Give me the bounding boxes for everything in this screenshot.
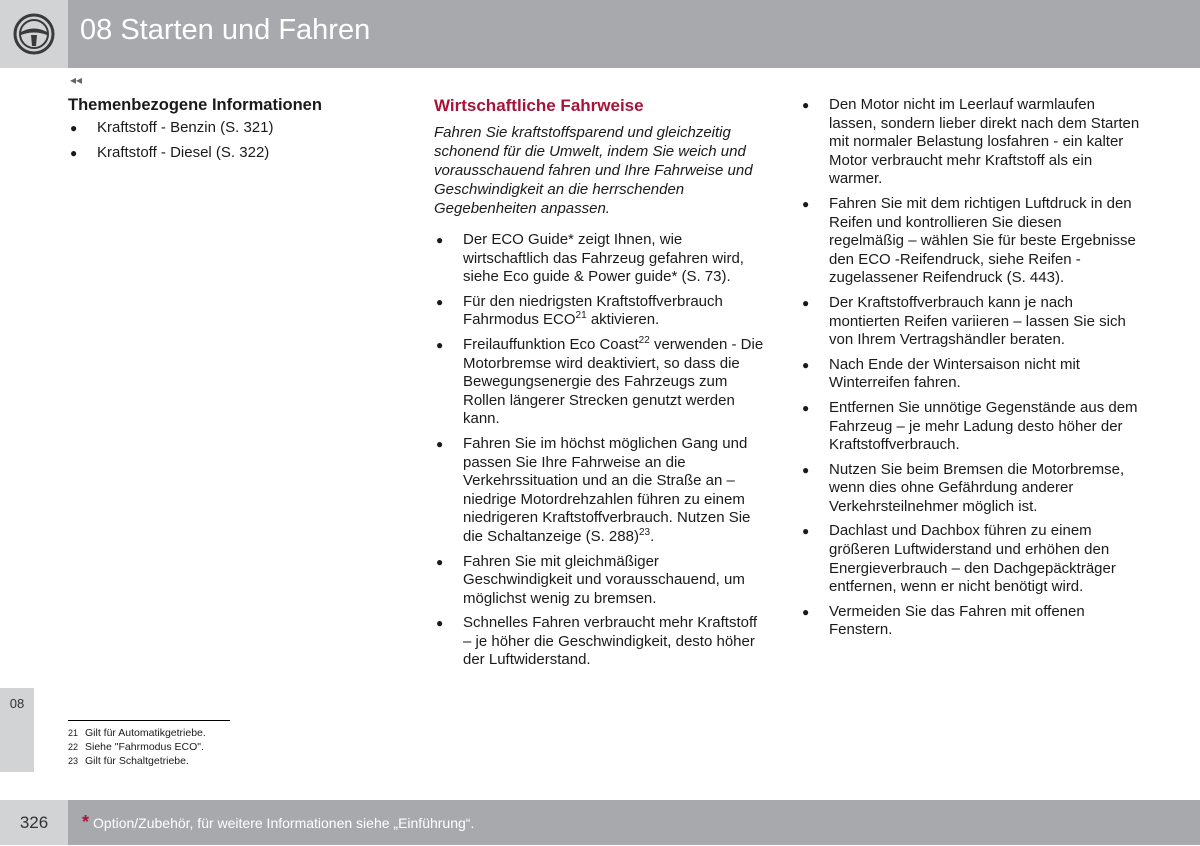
related-link[interactable]	[68, 144, 388, 163]
bullet-icon: ●	[802, 462, 810, 477]
bullet-icon: ●	[436, 616, 444, 631]
footnotes	[68, 726, 206, 768]
list-item	[434, 614, 764, 670]
bullet-icon: ●	[802, 357, 810, 372]
list-item-text: Schnelles Fahren verbraucht mehr Kraftstoff – je höher die Geschwindigkeit, desto höher der Luftwiderstand.	[463, 614, 758, 669]
list-item	[800, 461, 1140, 517]
footnote-ref[interactable]: 23	[638, 526, 651, 538]
list-item-text-end: verwenden - Die Motorbremse wird deaktiviert, so dass die Bewegungsenergie des Fahrzeugs zum Rollen längerer Strecken genutzt werden kann.	[463, 335, 764, 428]
bullet-icon: ●	[70, 145, 78, 160]
bullet-icon: ●	[802, 400, 810, 415]
tips-column-3	[800, 96, 1140, 646]
list-item-text-end: aktivieren.	[586, 311, 660, 329]
bullet-icon: ●	[436, 337, 444, 352]
bullet-icon: ●	[436, 554, 444, 569]
related-info-list	[68, 119, 388, 162]
list-item-text: Fahren Sie mit gleichmäßiger Geschwindigkeit und vorausschauend, um möglichst wenig zu bremsen.	[463, 552, 745, 607]
footnote	[68, 726, 206, 740]
bullet-icon: ●	[802, 196, 810, 211]
chapter-side-tab: 08	[0, 688, 34, 772]
list-item-text: Der Kraftstoffverbrauch kann je nach montierten Reifen variieren – lassen Sie sich von Ihrem Vertragshändler beraten.	[829, 293, 1126, 349]
economical-driving-column	[434, 96, 764, 676]
list-item	[800, 96, 1140, 189]
bullet-icon: ●	[436, 233, 444, 247]
list-item-text: Fahren Sie mit dem richtigen Luftdruck in den Reifen und kontrollieren Sie diesen regelmäßig – wählen Sie für beste Ergebnisse den ECO -Reifendruck, siehe Reifen - zugelassener Reifendruck (S. 443).	[829, 194, 1136, 287]
list-item-text: Der ECO Guide* zeigt Ihnen, wie wirtschaftlich das Fahrzeug gefahren wird, siehe Eco guide & Power guide* (S. 73).	[463, 231, 744, 286]
footnote-divider	[68, 720, 230, 721]
list-item-text: Vermeiden Sie das Fahren mit offenen Fenstern.	[829, 602, 1085, 639]
footer-bar	[68, 800, 1200, 845]
list-item	[434, 435, 764, 547]
footnote-number: 22	[68, 742, 79, 752]
bullet-icon: ●	[436, 436, 444, 451]
list-item-text: Nutzen Sie beim Bremsen die Motorbremse, wenn dies ohne Gefährdung anderer Verkehrsteilnehmer möglich ist.	[829, 460, 1125, 515]
list-item-text: Entfernen Sie unnötige Gegenstände aus dem Fahrzeug – je mehr Ladung desto höher der Kraftstoffverbrauch.	[829, 398, 1138, 454]
related-link-text: Kraftstoff - Benzin (S. 321)	[97, 119, 274, 136]
list-item-text: Freilauffunktion Eco Coast	[463, 335, 639, 353]
chapter-header	[0, 0, 1200, 68]
section-title: Wirtschaftliche Fahrweise	[434, 96, 644, 115]
list-item	[800, 603, 1140, 640]
chapter-icon-box	[0, 0, 68, 68]
footnote	[68, 740, 206, 754]
bullet-icon: ●	[802, 524, 810, 539]
option-star: *	[82, 812, 90, 832]
list-item	[800, 356, 1140, 393]
bullet-icon: ●	[802, 295, 810, 310]
bullet-icon: ●	[802, 604, 810, 619]
list-item-text: Fahren Sie im höchst möglichen Gang und passen Sie Ihre Fahrweise an die Verkehrssituation und an die Straße an – niedrige Motordrehzahlen führen zu einem niedrigeren Kraftstoffverbrauch. Nutzen Sie die Schaltanzeige (S. 288)	[463, 434, 751, 545]
footnote-text: Siehe "Fahrmodus ECO".	[85, 741, 204, 753]
list-item	[800, 294, 1140, 350]
list-item	[800, 522, 1140, 596]
tips-list-2	[800, 96, 1140, 640]
list-item-text: Dachlast und Dachbox führen zu einem größeren Luftwiderstand und erhöhen den Energieverbrauch – den Dachgepäckträger entfernen, wenn er nicht benötigt wird.	[829, 522, 1116, 596]
footnote-text: Gilt für Automatikgetriebe.	[85, 727, 206, 739]
list-item	[434, 231, 764, 287]
footnote-text: Gilt für Schaltgetriebe.	[85, 755, 189, 767]
list-item	[800, 195, 1140, 288]
footnote-number: 21	[68, 728, 79, 738]
list-item	[800, 399, 1140, 455]
steering-wheel-icon	[12, 12, 56, 56]
footnote-number: 23	[68, 756, 79, 766]
list-item	[434, 336, 764, 429]
back-nav-icon[interactable]: ◂◂	[70, 73, 83, 87]
tips-list-1	[434, 231, 764, 670]
page-number: 326	[0, 800, 68, 845]
list-item-text-end: .	[650, 527, 655, 545]
related-info-column	[68, 96, 388, 168]
list-item-text: Für den niedrigsten Kraftstoffverbrauch Fahrmodus ECO	[463, 292, 723, 329]
related-info-heading: Themenbezogene Informationen	[68, 96, 322, 114]
list-item	[434, 293, 764, 330]
list-item-text: Den Motor nicht im Leerlauf warmlaufen lassen, sondern lieber direkt nach dem Starten mit normaler Belastung losfahren - ein kalter Motor verbraucht mehr Kraftstoff als ein warmer.	[829, 96, 1140, 188]
footnote-ref[interactable]: 21	[575, 310, 587, 322]
footnote	[68, 754, 206, 768]
intro-paragraph: Fahren Sie kraftstoffsparend und gleichzeitig schonend für die Umwelt, indem Sie weich und vorausschauend fahren und Ihre Fahrweise und Geschwindigkeit an die herrschenden Gegebenheiten anpassen.	[434, 124, 753, 217]
list-item	[434, 553, 764, 609]
related-link[interactable]	[68, 119, 388, 138]
footnote-ref[interactable]: 22	[638, 334, 650, 346]
chapter-title: 08 Starten und Fahren	[80, 14, 371, 46]
bullet-icon: ●	[802, 98, 810, 112]
bullet-icon: ●	[436, 294, 444, 309]
footer-note: Option/Zubehör, für weitere Informationen siehe „Einführung“.	[93, 815, 475, 831]
bullet-icon: ●	[70, 121, 78, 135]
list-item-text: Nach Ende der Wintersaison nicht mit Winterreifen fahren.	[829, 355, 1080, 392]
related-link-text: Kraftstoff - Diesel (S. 322)	[97, 143, 270, 161]
